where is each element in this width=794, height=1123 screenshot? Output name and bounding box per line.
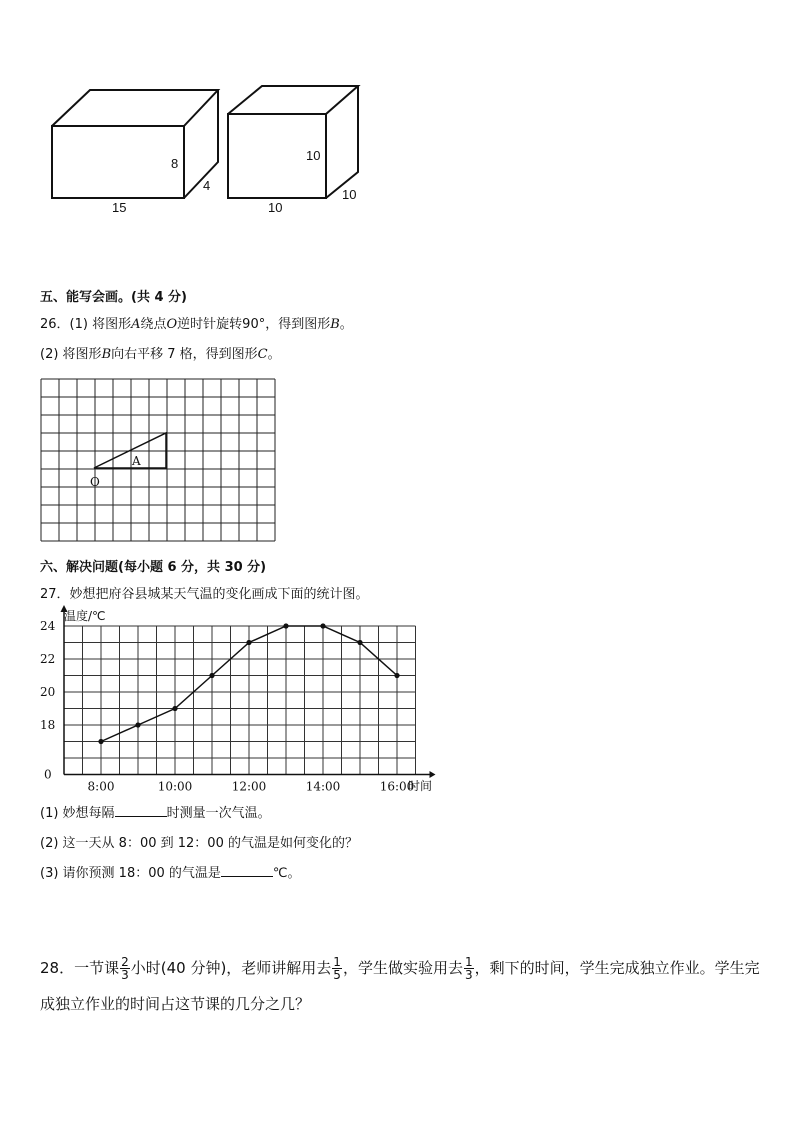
triangle-a-label: A: [132, 454, 141, 468]
y-tick-label: 18: [40, 718, 56, 732]
x-tick-label: 16:00: [379, 779, 415, 794]
data-point: [394, 673, 399, 678]
x-tick-label: 8:00: [87, 779, 115, 794]
fraction-one-third: $\frac{1}{3}$: [464, 955, 473, 982]
data-point: [320, 623, 325, 628]
y-tick-label: 0: [44, 767, 52, 782]
x-tick-label: 12:00: [231, 779, 267, 794]
q28-text: 28．一节课 $\frac{2}{3}$ 小时(40 分钟)，老师讲解用去 $\frac{1}{5}$ ，学生做实验用去 $\frac{1}{3}$ ，剩下的时间，学生完成独立作业。学生完成独立作业的时间占这节课的几分之几？: [40, 955, 760, 1013]
q26-part2: (2) 将图形B向右平移 7 格，得到图形C。: [40, 347, 281, 362]
temperature-line-chart: [36, 602, 446, 798]
data-point: [135, 722, 140, 727]
q27-sub1: (1) 妙想每隔 时测量一次气温。: [40, 806, 271, 821]
answer-blank-temperature[interactable]: [221, 864, 273, 877]
box2-height-label: 10: [306, 148, 321, 163]
rotation-grid: [40, 378, 276, 542]
data-point: [283, 623, 288, 628]
data-point: [357, 640, 362, 645]
x-axis-label: 时间: [408, 779, 433, 793]
y-tick-label: 22: [40, 652, 56, 666]
y-axis-label: 温度/℃: [64, 609, 106, 623]
box2-depth-label: 10: [342, 187, 357, 202]
q27-sub3: (3) 请你预测 18：00 的气温是 ℃。: [40, 866, 301, 881]
section5-heading: 五、能写会画。(共 4 分): [40, 290, 187, 305]
box1-height-label: 8: [171, 156, 179, 171]
fraction-one-fifth: $\frac{1}{5}$: [333, 955, 341, 982]
data-point: [98, 739, 103, 744]
y-tick-label: 20: [40, 685, 56, 699]
q27-sub2: (2) 这一天从 8：00 到 12：00 的气温是如何变化的？: [40, 836, 358, 851]
cuboid-figures: [40, 82, 380, 222]
y-tick-label: 24: [40, 619, 56, 633]
point-o-label: O: [90, 475, 100, 489]
box1-length-label: 15: [112, 200, 127, 215]
data-point: [246, 640, 251, 645]
x-tick-label: 10:00: [157, 779, 193, 794]
x-tick-label: 14:00: [305, 779, 341, 794]
data-point: [209, 673, 214, 678]
x-axis-arrow: [430, 771, 436, 778]
q26-part1: 26．(1) 将图形A绕点O逆时针旋转90°，得到图形B。: [40, 317, 353, 332]
fraction-two-thirds: $\frac{2}{3}$: [121, 955, 129, 982]
section6-heading: 六、解决问题(每小题 6 分，共 30 分): [40, 560, 267, 575]
answer-blank-interval[interactable]: [115, 804, 167, 817]
q27-intro: 27．妙想把府谷县城某天气温的变化画成下面的统计图。: [40, 587, 369, 602]
box1-depth-label: 4: [203, 178, 211, 193]
data-point: [172, 706, 177, 711]
box2-length-label: 10: [268, 200, 283, 215]
